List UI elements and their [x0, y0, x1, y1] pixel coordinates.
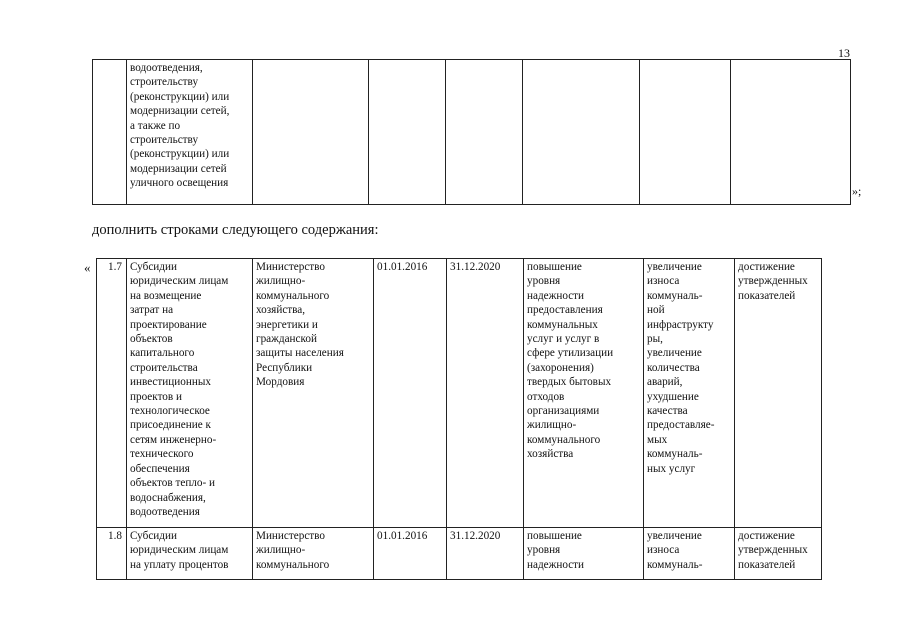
table-cell — [369, 60, 446, 205]
indicator: достижение утвержденных показателей — [735, 259, 822, 528]
indicator: достижение утвержденных показателей — [735, 528, 822, 580]
table-cell — [523, 60, 640, 205]
measure-name: Субсидии юридическим лицам на возмещение затрат на проектирование объектов капитального строительства инвестиционных проектов и технологическое присоединение к сетям инженерно- технического обеспечения объектов тепло- и водоснабжения, водоотведения — [127, 259, 253, 528]
table-cell — [93, 60, 127, 205]
table-row — [97, 259, 822, 528]
executor: Министерство жилищно- коммунального хозяйства, энергетики и гражданской защиты населения Республики Мордовия — [253, 259, 374, 528]
executor: Министерство жилищно- коммунального — [253, 528, 374, 580]
closing-quote: »; — [852, 184, 862, 198]
measure-name: Субсидии юридическим лицам на уплату процентов — [127, 528, 253, 580]
start-date: 01.01.2016 — [374, 528, 447, 580]
expected-result: повышение уровня надежности — [524, 528, 644, 580]
consequence: увеличение износа коммуналь- ной инфраструкту ры, увеличение количества аварий, ухудшение качества предоставляе- мых коммуналь- ных услуг — [644, 259, 735, 528]
table-cell: водоотведения, строительству (реконструкции) или модернизации сетей, а также по строительству (реконструкции) или модернизации сетей уличного освещения — [127, 60, 253, 205]
opening-quote: « — [84, 260, 91, 275]
instruction-text: дополнить строками следующего содержания: — [92, 222, 379, 238]
continued-table — [92, 59, 851, 205]
table-cell — [640, 60, 731, 205]
expected-result: повышение уровня надежности предоставления коммунальных услуг и услуг в сфере утилизации (захоронения) твердых бытовых отходов организациями жилищно- коммунального хозяйства — [524, 259, 644, 528]
table-cell — [731, 60, 851, 205]
end-date: 31.12.2020 — [447, 259, 524, 528]
table-row — [97, 528, 822, 580]
consequence: увеличение износа коммуналь- — [644, 528, 735, 580]
row-number: 1.7 — [97, 259, 127, 528]
end-date: 31.12.2020 — [447, 528, 524, 580]
start-date: 01.01.2016 — [374, 259, 447, 528]
added-rows-table — [96, 258, 822, 580]
table-cell — [446, 60, 523, 205]
page-number: 13 — [838, 46, 850, 60]
row-number: 1.8 — [97, 528, 127, 580]
table-row — [93, 60, 851, 205]
table-cell — [253, 60, 369, 205]
